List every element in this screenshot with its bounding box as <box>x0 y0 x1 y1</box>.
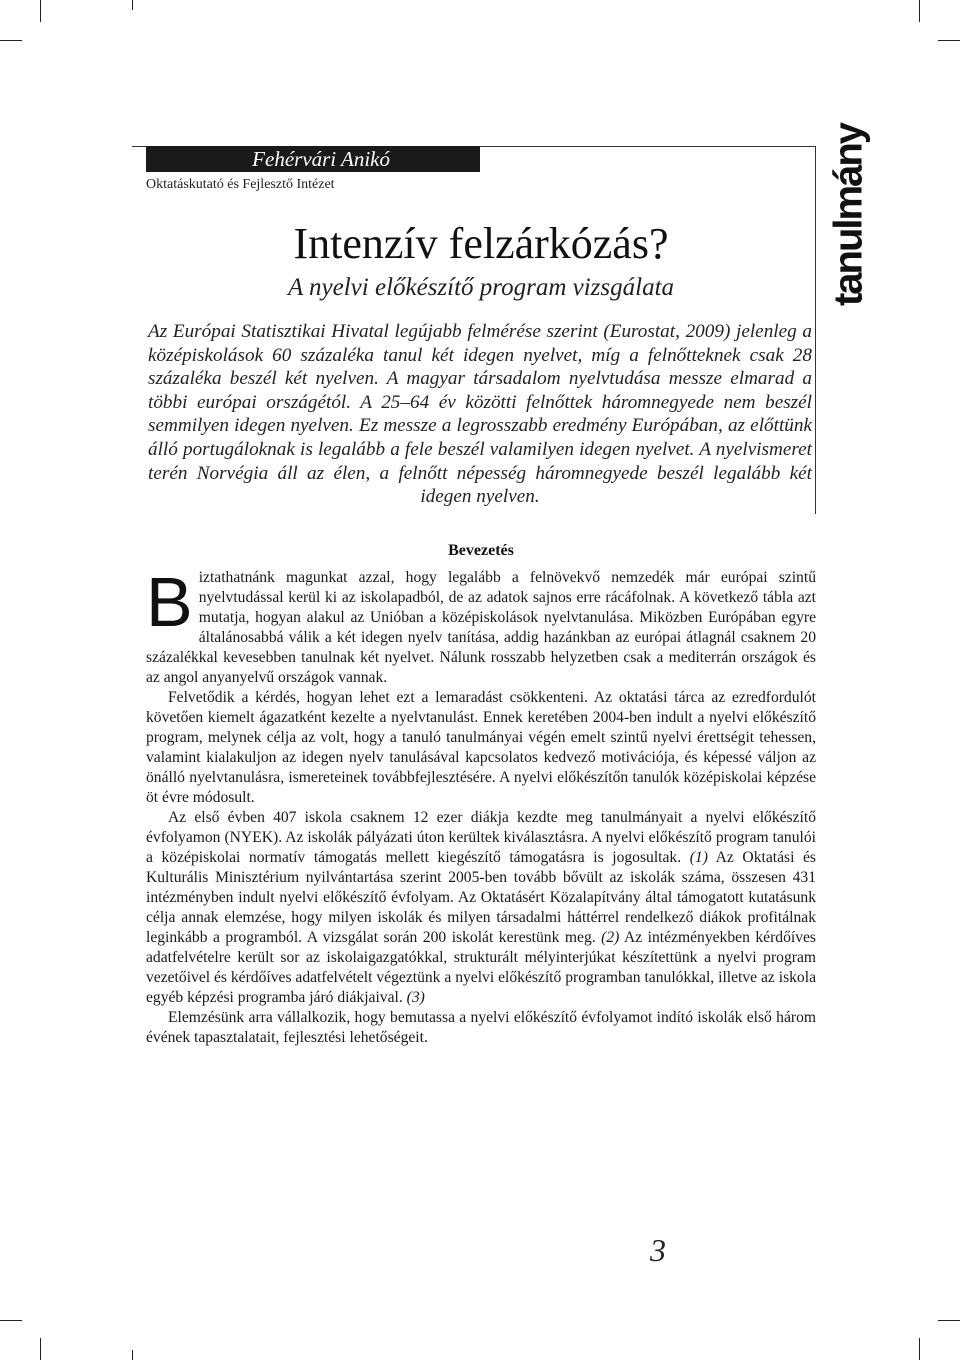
section-heading: Bevezetés <box>448 542 514 559</box>
article-title: Intenzív felzárkózás? <box>293 219 669 268</box>
paragraph <box>146 563 816 688</box>
crop-mark <box>919 1338 920 1360</box>
crop-mark <box>0 40 22 41</box>
page-number: 3 <box>650 1232 666 1268</box>
article-body <box>146 563 816 1048</box>
crop-mark <box>919 0 920 22</box>
footnote-ref[interactable]: (2) <box>601 929 620 946</box>
footnote-ref[interactable]: (3) <box>406 989 425 1006</box>
paragraph-text: Az intézményekben kérdőíves adatfelvételre került sor az iskolaigazgatókkal, strukturált mélyinterjúkat készítettünk a nyelvi program vezetőivel és kérdőíves adatfelvételt végeztünk a nyelvi előkészítő programban tanulókkal, illetve az iskola egyéb képzési programba járó diákjaival. <box>146 929 816 1006</box>
author-bar <box>146 146 480 172</box>
section-label <box>824 123 874 307</box>
paragraph <box>146 808 816 1008</box>
crop-mark <box>0 1320 22 1321</box>
section-label-text: tanulmány <box>826 123 871 307</box>
paragraph-text: iztathatnánk magunkat azzal, hogy legalább a felnövekvő nemzedék már európai szintű nyelvtudással kerül ki az iskolapadból, de az adatok sajnos erre rácáfolnak. A következő tábla azt mutatja, hogyan alakul az Unióban a középiskolások nyelvtanulása. Miközben Európában egyre általánosabbá válik a két idegen nyelv tanítása, addig hazánkban az európai átlagnál csaknem 20 százalékkal kevesebben tanulnak két nyelvet. Nálunk rosszabb helyzetben csak a mediterrán országok és az angol anyanyelvű országok vannak. <box>146 569 816 686</box>
article-subtitle: A nyelvi előkészítő program vizsgálata <box>287 274 675 301</box>
paragraph-text: Az első évben 407 iskola csaknem 12 ezer diákja kezdte meg tanulmányait a nyelvi előkészítő évfolyamon (NYEK). Az iskolák pályázati úton kerültek kiválasztásra. A nyelvi előkészítő program tanulói a középiskolai normatív támogatás mellett kiegészítő támogatásra is jogosultak. <box>146 809 816 866</box>
crop-mark <box>132 1350 133 1360</box>
footnote-ref[interactable]: (1) <box>689 849 708 866</box>
paragraph: Felvetődik a kérdés, hogyan lehet ezt a lemaradást csökkenteni. Az oktatási tárca az ezredfordulót követően kiemelt ágazatként kezelte a nyelvtanulást. Ennek keretében 2004-ben indult a nyelvi előkészítő program, melynek célja az volt, hogy a tanuló tanulmányai végén emelt szintű nyelvi érettségit tehessen, valamint kialakuljon az idegen nyelv tanulásával kapcsolatos kedvező motivációja, és képessé váljon az önálló nyelvtanulásra, ismereteinek továbbfejlesztésére. A nyelvi előkészítőn tanulók középiskolai képzése öt évre módosult. <box>146 689 816 806</box>
crop-mark <box>938 1320 960 1321</box>
author-name: Fehérvári Anikó <box>252 147 390 171</box>
crop-mark <box>40 0 41 22</box>
article-abstract: Az Európai Statisztikai Hivatal legújabb felmérése szerint (Eurostat, 2009) jelenleg a középiskolások 60 százaléka tanul két idegen nyelvet, míg a felnőtteknek csak 28 százaléka beszél két nyelven. A magyar társadalom nyelvtudása messze elmarad a többi európai országétól. A 25–64 év közötti felnőttek háromnegyede nem beszél semmilyen idegen nyelven. Ez messze a legrosszabb eredmény Európában, az előttünk álló portugáloknak is legalább a fele beszél valamilyen idegen nyelvet. A nyelvismeret terén Norvégia áll az élen, a felnőtt népesség háromnegyede beszél legalább két idegen nyelven. <box>148 321 812 508</box>
drop-cap: B <box>146 563 193 641</box>
frame-line-right <box>815 146 816 514</box>
crop-mark <box>40 1338 41 1360</box>
paragraph-text: Az Oktatási és Kulturális Minisztérium nyilvántartása szerint 2005-ben tovább bővült az iskolák száma, összesen 431 intézményben indult nyelvi előkészítő évfolyam. Az Oktatásért Közalapítvány által támogatott kutatásunk célja annak elemzése, hogy milyen iskolák és milyen társadalmi háttérrel rendelkező diákok profitálnak leginkább a programból. A vizsgálat során 200 iskolát kerestünk meg. <box>146 849 816 946</box>
crop-mark <box>132 0 133 10</box>
paragraph: Elemzésünk arra vállalkozik, hogy bemutassa a nyelvi előkészítő évfolyamot indító iskolák első három évének tapasztalatait, fejlesztési lehetőségeit. <box>146 1009 816 1046</box>
author-affiliation: Oktatáskutató és Fejlesztő Intézet <box>146 177 335 192</box>
crop-mark <box>938 40 960 41</box>
